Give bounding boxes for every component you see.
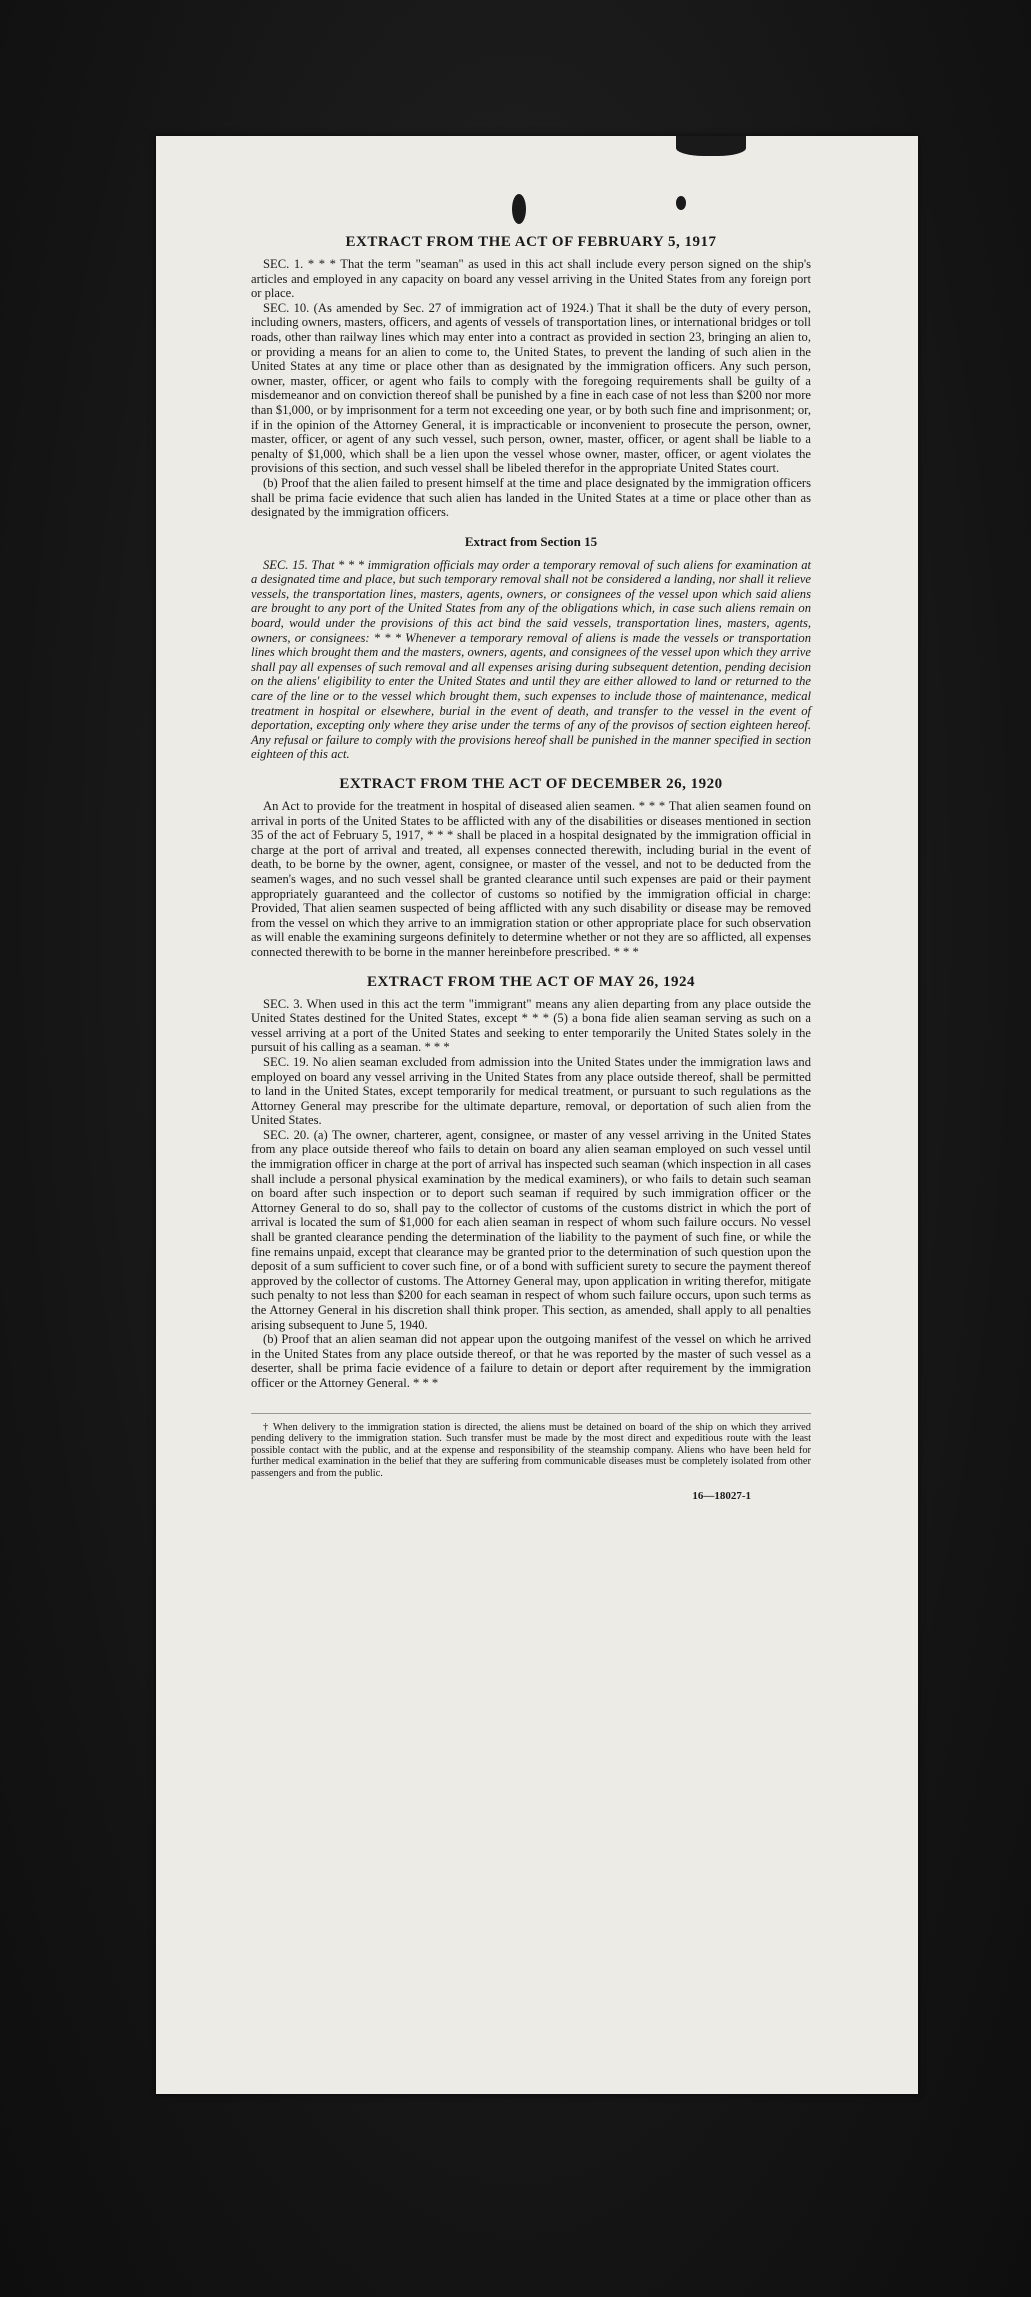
punch-hole (512, 194, 526, 224)
section-heading: EXTRACT FROM THE ACT OF MAY 26, 1924 (366, 973, 696, 990)
section-act-1924 (251, 974, 811, 1391)
form-code: 16—18027-1 (692, 1489, 751, 1502)
punch-hole (676, 196, 686, 210)
document-page (156, 136, 918, 2094)
paragraph: SEC. 10. (As amended by Sec. 27 of immigration act of 1924.) That it shall be the duty of every person, including owners, masters, officers, and agents of vessels of transportation lines, or international bridges or toll roads, other than railway lines which may enter into a contract as provided in section 23, bringing an alien to, or providing a means for an alien to come to, the United States, to prevent the landing of such alien in the United States at any time or place other than as designated by the immigration officers. Any such person, owner, master, officer, or agent who fails to comply with the foregoing requirements shall be guilty of a misdemeanor and on conviction thereof shall be punished by a fine in each case of not less than $200 nor more than $1,000, or by imprisonment for a term not exceeding one year, or by both such fine and imprisonment; or, if in the opinion of the Attorney General, it is impracticable or inconvenient to prosecute the person, owner, master, officer, or agent of any such vessel, such person, owner, master, officer, or agent shall be liable to a penalty of $1,000, which shall be a lien upon the vessel whose owner, master, officer, or agent violates the provisions of this section, and such vessel shall be libeled therefor in the appropriate United States court. (251, 300, 811, 476)
paragraph: SEC. 20. (a) The owner, charterer, agent, consignee, or master of any vessel arriving in the United States from any place outside thereof who fails to detain on board any alien seaman employed on such vessel until the immigration officer in charge at the port of arrival has inspected such seaman (which inspection in all cases shall include a personal physical examination by the medical examiners), or who fails to detain such seaman on board after such inspection or to deport such seaman if required by such immigration officer or the Attorney General to do so, shall pay to the collector of customs of the customs district in which the port of arrival is located the sum of $1,000 for each alien seaman in respect of whom such failure occurs. No vessel shall be granted clearance pending the determination of the liability to the payment of such fine, or while the fine remains unpaid, except that clearance may be granted prior to the determination of such question upon the deposit of a sum sufficient to cover such fine, or of a bond with sufficient surety to secure the payment thereof approved by the collector of customs. The Attorney General may, upon application in writing therefor, mitigate such penalty to not less than $200 for each seaman in respect of whom such failure occurs, upon such terms as the Attorney General in his discretion shall think proper. This section, as amended, shall apply to all penalties arising subsequent to June 5, 1940. (251, 1127, 811, 1332)
paragraph: SEC. 19. No alien seaman excluded from admission into the United States under the immigration laws and employed on board any vessel arriving in the United States from any place outside thereof, shall be permitted to land in the United States, except temporarily for medical treatment, or pursuant to such regulations as the Attorney General may prescribe for the ultimate departure, removal, or deportation of such alien from the United States. (251, 1054, 811, 1128)
paragraph: (b) Proof that an alien seaman did not appear upon the outgoing manifest of the vessel on which he arrived in the United States from any place outside thereof, or that he was reported by the master of such vessel as a deserter, shall be prima facie evidence of a failure to detain or deport after requirement by the immigration officer or the Attorney General. * * * (251, 1332, 811, 1390)
section-heading: EXTRACT FROM THE ACT OF FEBRUARY 5, 1917 (345, 234, 717, 250)
section-extract-15 (251, 534, 811, 762)
paragraph: An Act to provide for the treatment in hospital of diseased alien seamen. * * * That alien seamen found on arrival in ports of the United States to be afflicted with any of the disabilities or diseases mentioned in section 35 of the act of February 5, 1917, * * * shall be placed in a hospital designated by the immigration official in charge at the port of arrival and treated, all expenses connected therewith, including burial in the event of death, to be borne by the owner, agent, consignee, or master of the vessel, and not to be deducted from the seamen's wages, and no such vessel shall be granted clearance until such expenses are paid or their payment appropriately guaranteed and the collector of customs so notified by the immigration official in charge: Provided, That alien seamen suspected of being afflicted with any such disability or disease may be removed from the vessel on which they arrive to an immigration station or other appropriate place for such observation as will enable the examining surgeons definitely to determine whether or not they are so afflicted, all expenses connected therewith to be borne in the manner hereinbefore prescribed. * * * (251, 799, 811, 959)
paragraph: SEC. 1. * * * That the term "seaman" as used in this act shall include every person signed on the ship's articles and employed in any capacity on board any vessel arriving in the United States from any foreign port or place. (251, 257, 811, 301)
footnote-text: † When delivery to the immigration station is directed, the aliens must be detained on board of the ship on which they arrived pending delivery to the immigration station. Such transfer must be made by the most direct and expeditious route with the least possible contact with the public, and at the expense and responsibility of the steamship company. Aliens who have been held for further medical examination in the belief that they are suffering from communicable diseases must be completely isolated from other passengers and from the public. (251, 1421, 811, 1479)
paragraph: (b) Proof that the alien failed to present himself at the time and place designated by the immigration officers shall be prima facie evidence that such alien has landed in the United States at a time or place other than as designated by the immigration officers. (251, 475, 811, 520)
torn-edge (676, 136, 746, 156)
section-heading: Extract from Section 15 (464, 533, 598, 549)
section-heading: EXTRACT FROM THE ACT OF DECEMBER 26, 1920 (339, 776, 723, 792)
section-act-1917 (251, 234, 811, 520)
paragraph: SEC. 3. When used in this act the term "immigrant" means any alien departing from any place outside the United States destined for the United States, except * * * (5) a bona fide alien seaman serving as such on a vessel arriving at a port of the United States and seeking to enter temporarily the United States solely in the pursuit of his calling as a seaman. * * * (251, 996, 811, 1055)
document-body (251, 234, 811, 1502)
section-act-1920 (251, 776, 811, 960)
paragraph: SEC. 15. That * * * immigration officials may order a temporary removal of such aliens for examination at a designated time and place, but such temporary removal shall not be considered a landing, nor shall it relieve vessels, the transportation lines, masters, agents, owners, or consignees of the vessel upon which said aliens are brought to any port of the United States from any of the obligations which, in case such aliens remain on board, would under the provisions of this act bind the said vessels, transportation lines, masters, agents, owners, or consignees: * * * Whenever a temporary removal of aliens is made the vessels or transportation lines which brought them and the masters, owners, agents, and consignees of the vessel upon which they arrive shall pay all expenses of such removal and all expenses arising during subsequent detention, pending decision on the aliens' eligibility to enter the United States and until they are either allowed to land or returned to the care of the line or to the vessel which brought them, such expenses to include those of maintenance, medical treatment in hospital or elsewhere, burial in the event of death, and transfer to the vessel in the event of deportation, excepting only where they arise under the terms of any of the provisos of section eighteen hereof. Any refusal or failure to comply with the provisions hereof shall be punished in the manner specified in section eighteen of this act. (251, 557, 811, 762)
footnote (251, 1413, 811, 1480)
